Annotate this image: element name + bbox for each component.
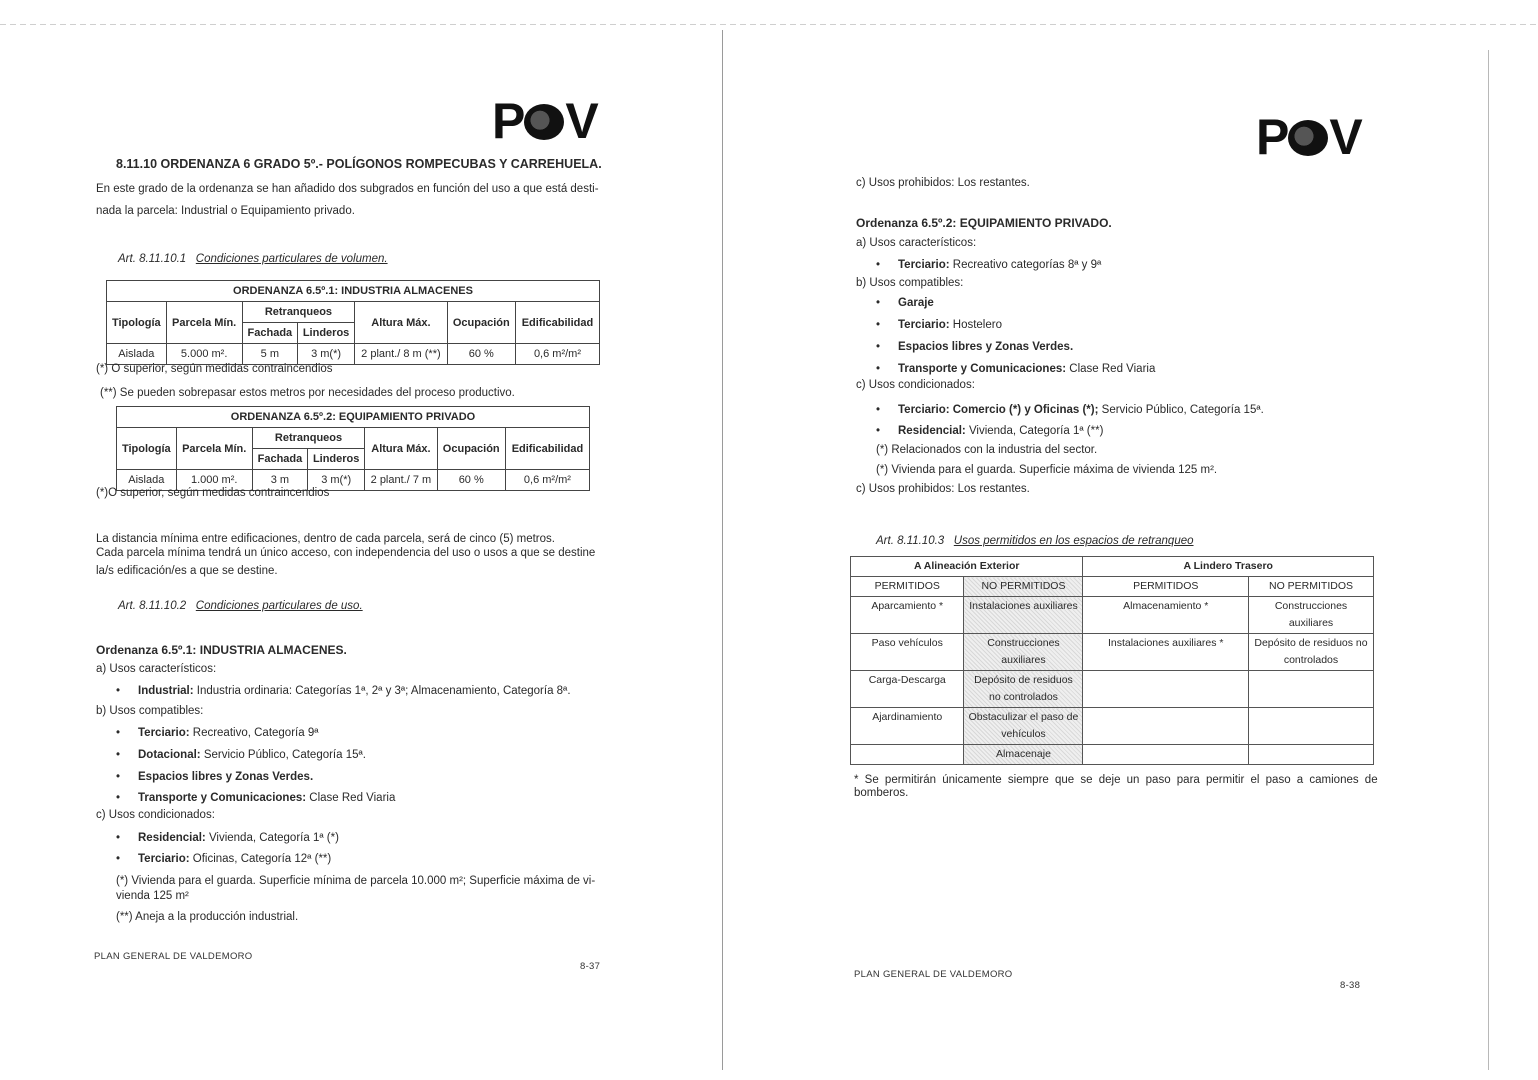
article-3-heading — [876, 534, 1194, 548]
list-item-bold: Espacios libres y Zonas Verdes. — [138, 771, 314, 783]
table-2-cell-fachada: 3 m — [252, 470, 307, 491]
list-item-bold: Terciario: — [898, 319, 950, 331]
condition-note-3: (**) Aneja a la producción industrial. — [116, 911, 299, 923]
table-3-cell: Aparcamiento * — [851, 597, 964, 634]
list-item: • Espacios libres y Zonas Verdes. — [116, 771, 314, 783]
list-item-text: Hostelero — [949, 319, 1002, 331]
table-2-h-fachada: Fachada — [252, 449, 307, 470]
table-3-cell: Carga-Descarga — [851, 671, 964, 708]
table-row — [851, 671, 1374, 708]
list-item-text: Recreativo categorías 8ª y 9ª — [949, 259, 1102, 271]
table-1-note-2: (**) Se pueden sobrepasar estos metros por necesidades del proceso productivo. — [100, 387, 515, 399]
list-item: • Terciario: Hostelero — [876, 319, 1002, 331]
table-1-cell-tipologia: Aislada — [107, 344, 167, 365]
table-3-cell: Construcciones auxiliares — [964, 634, 1083, 671]
usos-condicionados-label: c) Usos condicionados: — [96, 809, 215, 821]
article-1-heading — [118, 252, 388, 266]
list-item-bold: Garaje — [898, 297, 934, 309]
table-3-cell: Obstaculizar el paso de vehículos — [964, 708, 1083, 745]
usos-compatibles-label: b) Usos compatibles: — [856, 277, 964, 289]
table-2-title: ORDENANZA 6.5º.2: EQUIPAMIENTO PRIVADO — [117, 407, 590, 428]
right-page — [726, 0, 1538, 1080]
list-item: • Terciario: Oficinas, Categoría 12ª (**) — [116, 853, 332, 865]
table-3-cell: Ajardinamiento — [851, 708, 964, 745]
table-2-cell-ocupacion: 60 % — [437, 470, 505, 491]
list-item-text: Industria ordinaria: Categorías 1ª, 2ª y 3ª; Almacenamiento, Categoría 8ª. — [193, 685, 571, 697]
list-item: • Residencial: Vivienda, Categoría 1ª (*) — [116, 832, 339, 844]
list-item-text: Servicio Público, Categoría 15ª. — [1098, 404, 1264, 416]
list-item: • Industrial: Industria ordinaria: Categorías 1ª, 2ª y 3ª; Almacenamiento, Categoría 8ª. — [116, 685, 571, 697]
table-row — [851, 597, 1374, 634]
table-industria-almacenes — [106, 280, 600, 365]
condition-note-2: vienda 125 m² — [116, 890, 189, 902]
table-2-h-altura: Altura Máx. — [365, 428, 437, 470]
table-1-cell-edificabilidad: 0,6 m²/m² — [515, 344, 599, 365]
table-1-cell-ocupacion: 60 % — [447, 344, 515, 365]
ordenanza-2-heading: Ordenanza 6.5º.2: EQUIPAMIENTO PRIVADO. — [856, 216, 1112, 230]
table-2-cell-linderos: 3 m(*) — [308, 470, 365, 491]
pgv-logo: P V — [492, 93, 597, 149]
article-1-label: Art. 8.11.10.1 — [118, 253, 187, 265]
table-3-cell — [1083, 708, 1249, 745]
table-2-h-tipologia: Tipología — [117, 428, 177, 470]
condition-note-1: (*) Vivienda para el guarda. Superficie mínima de parcela 10.000 m²; Superficie máxima de vi- — [116, 875, 596, 887]
list-item: • Garaje — [876, 297, 934, 309]
list-item-bold: Dotacional: — [138, 749, 201, 761]
article-1-title: Condiciones particulares de volumen. — [195, 253, 388, 265]
usos-caracteristicos-label: a) Usos característicos: — [856, 237, 977, 249]
table-3-h-tra-permitidos: PERMITIDOS — [1083, 577, 1249, 597]
table-equipamiento-privado — [116, 406, 590, 491]
table-2-cell-tipologia: Aislada — [117, 470, 177, 491]
footer-title: PLAN GENERAL DE VALDEMORO — [94, 951, 253, 962]
table-3-cell: Paso vehículos — [851, 634, 964, 671]
table-1-h-fachada: Fachada — [242, 323, 297, 344]
list-item-bold: Transporte y Comunicaciones: — [138, 792, 307, 804]
table-3-cell: Instalaciones auxiliares * — [1083, 634, 1249, 671]
table-2-h-linderos: Linderos — [308, 449, 365, 470]
table-1-h-tipologia: Tipología — [107, 302, 167, 344]
table-2-cell-altura: 2 plant./ 7 m — [365, 470, 437, 491]
table-1-h-ocupacion: Ocupación — [447, 302, 515, 344]
table-3-cell: Almacenamiento * — [1083, 597, 1249, 634]
list-item-text: Servicio Público, Categoría 15ª. — [200, 749, 366, 761]
table-2-note: (*)O superior, según medidas contraincendios — [96, 487, 330, 499]
article-2-title: Condiciones particulares de uso. — [195, 600, 363, 612]
table-3-cell: Construcciones auxiliares — [1249, 597, 1374, 634]
list-item-bold: Residencial: — [138, 832, 206, 844]
table-3-note-1: * Se permitirán únicamente siempre que se deje un paso para permitir el paso a camiones de — [854, 774, 1378, 786]
list-item-text: Vivienda, Categoría 1ª (*) — [205, 832, 339, 844]
list-item: • Terciario: Recreativo categorías 8ª y 9ª — [876, 259, 1102, 271]
list-item-bold: Terciario: — [138, 853, 190, 865]
list-item-bold: Terciario: Comercio (*) y Oficinas (*); — [898, 404, 1099, 416]
table-3-cell — [1083, 671, 1249, 708]
table-1-cell-fachada: 5 m — [242, 344, 297, 365]
paragraph-access-2: la/s edificación/es a que se destine. — [96, 565, 278, 577]
table-3-cell — [851, 745, 964, 765]
list-item: • Residencial: Vivienda, Categoría 1ª (**) — [876, 425, 1104, 437]
table-2-h-parcela: Parcela Mín. — [176, 428, 252, 470]
table-1-cell-parcela: 5.000 m². — [166, 344, 242, 365]
article-2-label: Art. 8.11.10.2 — [118, 600, 187, 612]
list-item: • Terciario: Comercio (*) y Oficinas (*); Servicio Público, Categoría 15ª. — [876, 404, 1264, 416]
table-3-cell — [1249, 745, 1374, 765]
table-1-h-altura: Altura Máx. — [355, 302, 448, 344]
table-2-cell-edificabilidad: 0,6 m²/m² — [505, 470, 589, 491]
table-3-cell — [1249, 708, 1374, 745]
pgv-logo: P V — [1256, 109, 1361, 165]
page-number: 8-38 — [1340, 980, 1361, 991]
condition-note-2: (*) Vivienda para el guarda. Superficie máxima de vivienda 125 m². — [876, 464, 1218, 476]
paragraph-access-1: Cada parcela mínima tendrá un único acceso, con independencia del uso o usos a que se destine — [96, 547, 596, 559]
table-3-h-ext-no-permitidos: NO PERMITIDOS — [964, 577, 1083, 597]
table-3-h-trasero: A Lindero Trasero — [1083, 557, 1374, 577]
list-item-text: Oficinas, Categoría 12ª (**) — [189, 853, 332, 865]
list-item-text: Clase Red Viaria — [306, 792, 396, 804]
table-3-h-ext-permitidos: PERMITIDOS — [851, 577, 964, 597]
condition-note-1: (*) Relacionados con la industria del sector. — [876, 444, 1098, 456]
table-1-note-1: (*) O superior, según medidas contraincendios — [96, 363, 333, 375]
table-3-h-exterior: A Alineación Exterior — [851, 557, 1083, 577]
table-1-h-edificabilidad: Edificabilidad — [515, 302, 599, 344]
table-3-cell — [1083, 745, 1249, 765]
list-item-bold: Industrial: — [138, 685, 194, 697]
table-3-h-tra-no-permitidos: NO PERMITIDOS — [1249, 577, 1374, 597]
list-item-bold: Residencial: — [898, 425, 966, 437]
left-page — [0, 0, 724, 1080]
article-3-label: Art. 8.11.10.3 — [876, 535, 945, 547]
table-3-note-2: bomberos. — [854, 787, 909, 799]
table-3-cell: Almacenaje — [964, 745, 1083, 765]
list-item-bold: Transporte y Comunicaciones: — [898, 363, 1067, 375]
table-row — [851, 745, 1374, 765]
usos-caracteristicos-label: a) Usos característicos: — [96, 663, 217, 675]
table-3-cell: Depósito de residuos no controlados — [964, 671, 1083, 708]
list-item: • Transporte y Comunicaciones: Clase Red Viaria — [116, 792, 396, 804]
paragraph-distance: La distancia mínima entre edificaciones, dentro de cada parcela, será de cinco (5) metros. — [96, 533, 555, 545]
table-1-h-parcela: Parcela Mín. — [166, 302, 242, 344]
table-1-title: ORDENANZA 6.5º.1: INDUSTRIA ALMACENES — [107, 281, 600, 302]
table-1-h-linderos: Linderos — [297, 323, 354, 344]
table-2-h-edificabilidad: Edificabilidad — [505, 428, 589, 470]
table-2-h-retranqueos: Retranqueos — [252, 428, 364, 449]
table-1-h-retranqueos: Retranqueos — [242, 302, 354, 323]
usos-prohibidos-2: c) Usos prohibidos: Los restantes. — [856, 483, 1030, 495]
page-number: 8-37 — [580, 961, 601, 972]
intro-line-2: nada la parcela: Industrial o Equipamiento privado. — [96, 205, 355, 217]
list-item-bold: Terciario: — [898, 259, 950, 271]
list-item-bold: Terciario: — [138, 727, 190, 739]
article-3-title: Usos permitidos en los espacios de retranqueo — [953, 535, 1194, 547]
intro-line-1: En este grado de la ordenanza se han añadido dos subgrados en función del uso a que está desti- — [96, 183, 599, 195]
list-item-text: Vivienda, Categoría 1ª (**) — [965, 425, 1104, 437]
usos-compatibles-label: b) Usos compatibles: — [96, 705, 204, 717]
ordenanza-1-heading: Ordenanza 6.5º.1: INDUSTRIA ALMACENES. — [96, 643, 347, 657]
table-3-cell: Depósito de residuos no controlados — [1249, 634, 1374, 671]
article-2-heading — [118, 599, 363, 613]
table-1-cell-altura: 2 plant./ 8 m (**) — [355, 344, 448, 365]
table-3-cell — [1249, 671, 1374, 708]
list-item: • Espacios libres y Zonas Verdes. — [876, 341, 1074, 353]
footer-title: PLAN GENERAL DE VALDEMORO — [854, 969, 1013, 980]
table-row — [851, 634, 1374, 671]
usos-prohibidos-1: c) Usos prohibidos: Los restantes. — [856, 177, 1030, 189]
section-heading: 8.11.10 ORDENANZA 6 GRADO 5º.- POLÍGONOS ROMPECUBAS Y CARREHUELA. — [116, 157, 602, 171]
table-2-cell-parcela: 1.000 m². — [176, 470, 252, 491]
list-item-text: Recreativo, Categoría 9ª — [189, 727, 319, 739]
list-item-bold: Espacios libres y Zonas Verdes. — [898, 341, 1074, 353]
table-3-cell: Instalaciones auxiliares — [964, 597, 1083, 634]
list-item: • Terciario: Recreativo, Categoría 9ª — [116, 727, 319, 739]
table-usos-retranqueo — [850, 556, 1374, 765]
table-1-cell-linderos: 3 m(*) — [297, 344, 354, 365]
list-item: • Dotacional: Servicio Público, Categoría 15ª. — [116, 749, 366, 761]
list-item-text: Clase Red Viaria — [1066, 363, 1156, 375]
table-row — [851, 708, 1374, 745]
table-2-h-ocupacion: Ocupación — [437, 428, 505, 470]
usos-condicionados-label: c) Usos condicionados: — [856, 379, 975, 391]
list-item: • Transporte y Comunicaciones: Clase Red Viaria — [876, 363, 1156, 375]
